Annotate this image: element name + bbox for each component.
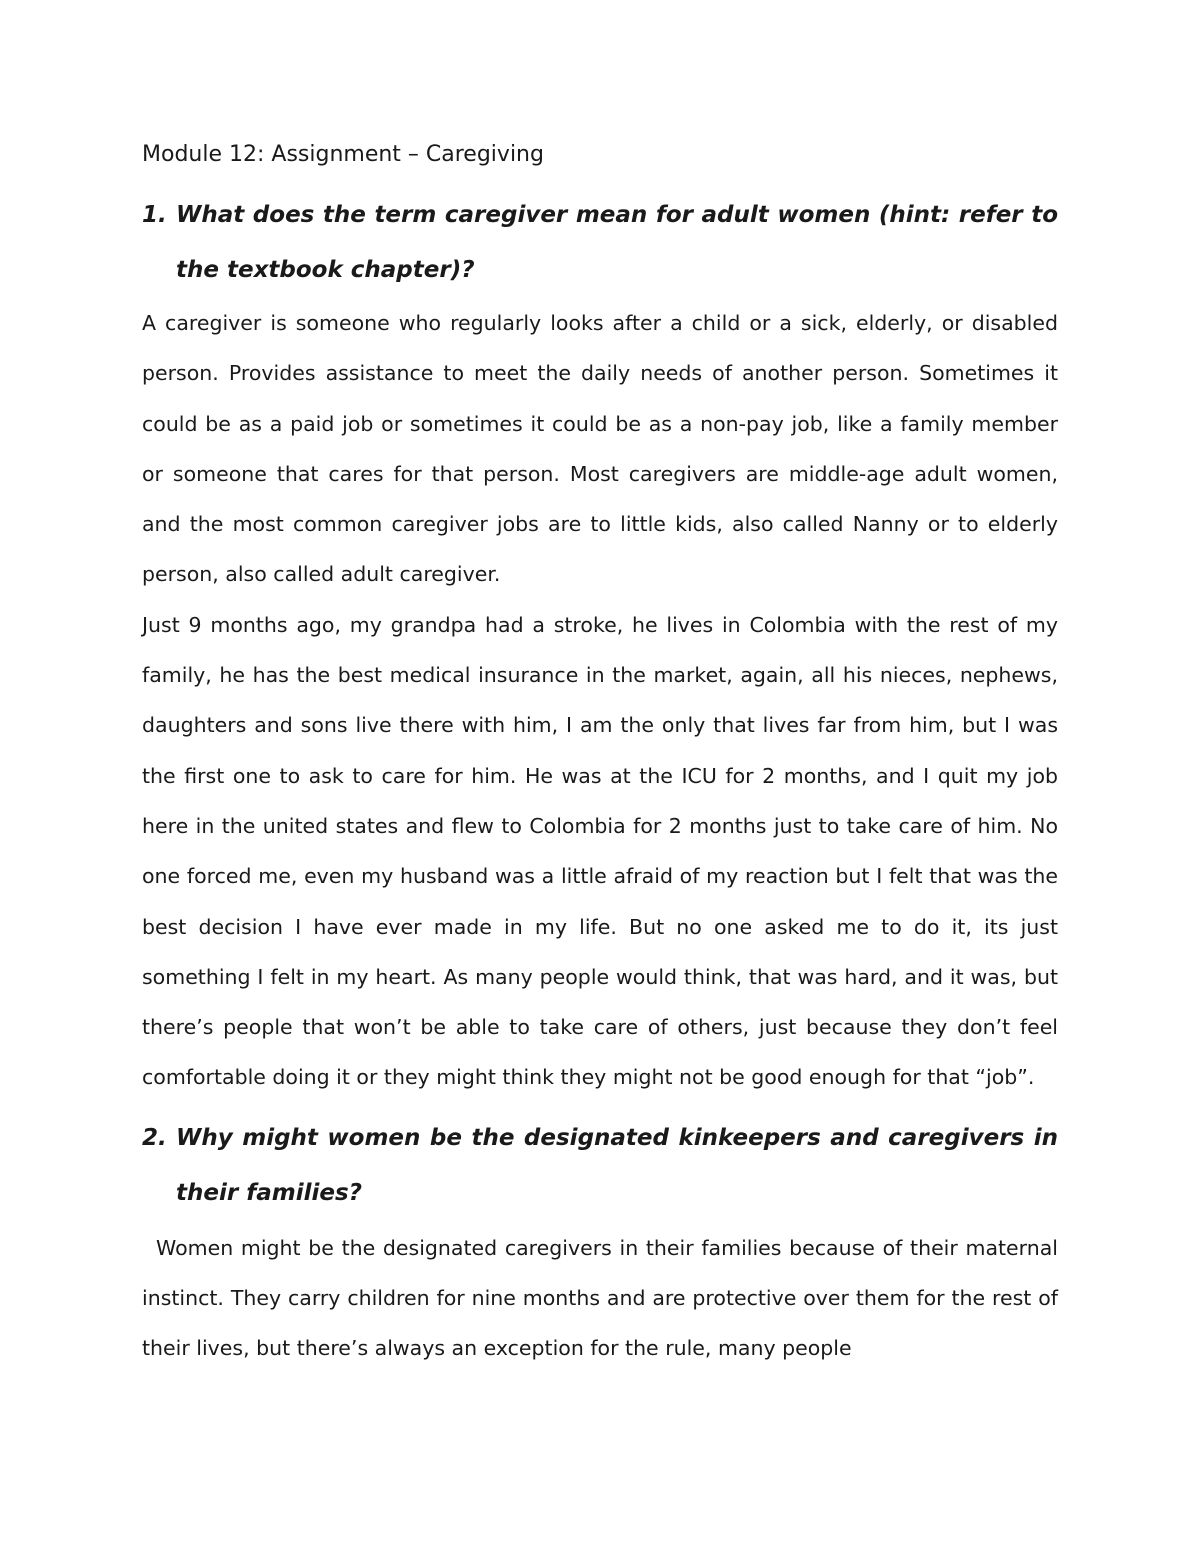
answer-2-paragraph-1: Women might be the designated caregivers in their families because of their maternal instinct. They carry children for nine months and are protective over them for the rest of their lives, but there’s always an exception for the rule, many people (142, 1235, 1058, 1361)
document-title: Module 12: Assignment – Caregiving (142, 142, 544, 167)
document-page (142, 136, 1058, 1374)
question-1-text: What does the term caregiver mean for adult women (hint: refer to the textbook chapter)? (176, 202, 1058, 283)
question-1-number: 1. (142, 202, 167, 228)
answer-1-paragraph-1: A caregiver is someone who regularly looks after a child or a sick, elderly, or disabled person. Provides assistance to meet the daily needs of another person. Sometimes it could be as a paid job or sometimes it could be as a non-pay job, like a family member or someone that cares for that person. Most caregivers are middle-age adult women, and the most common caregiver jobs are to little kids, also called Nanny or to elderly person, also called adult caregiver. (142, 311, 1058, 587)
question-2-number: 2. (142, 1124, 167, 1151)
question-2-text: Why might women be the designated kinkeepers and caregivers in their families? (176, 1124, 1058, 1206)
question-1-heading (142, 188, 1058, 298)
answer-1-paragraph-2: Just 9 months ago, my grandpa had a stroke, he lives in Colombia with the rest of my family, he has the best medical insurance in the market, again, all his nieces, nephews, daughters and sons live there with him, I am the only that lives far from him, but I was the first one to ask to care for him. He was at the ICU for 2 months, and I quit my job here in the united states and flew to Colombia for 2 months just to take care of him. No one forced me, even my husband was a little afraid of my reaction but I felt that was the best decision I have ever made in my life. But no one asked me to do it, its just something I felt in my heart. As many people would think, that was hard, and it was, but there’s people that won’t be able to take care of others, just because they don’t feel comfortable doing it or they might think they might not be good enough for that “job”. (142, 612, 1058, 1090)
question-2-heading (142, 1111, 1058, 1221)
